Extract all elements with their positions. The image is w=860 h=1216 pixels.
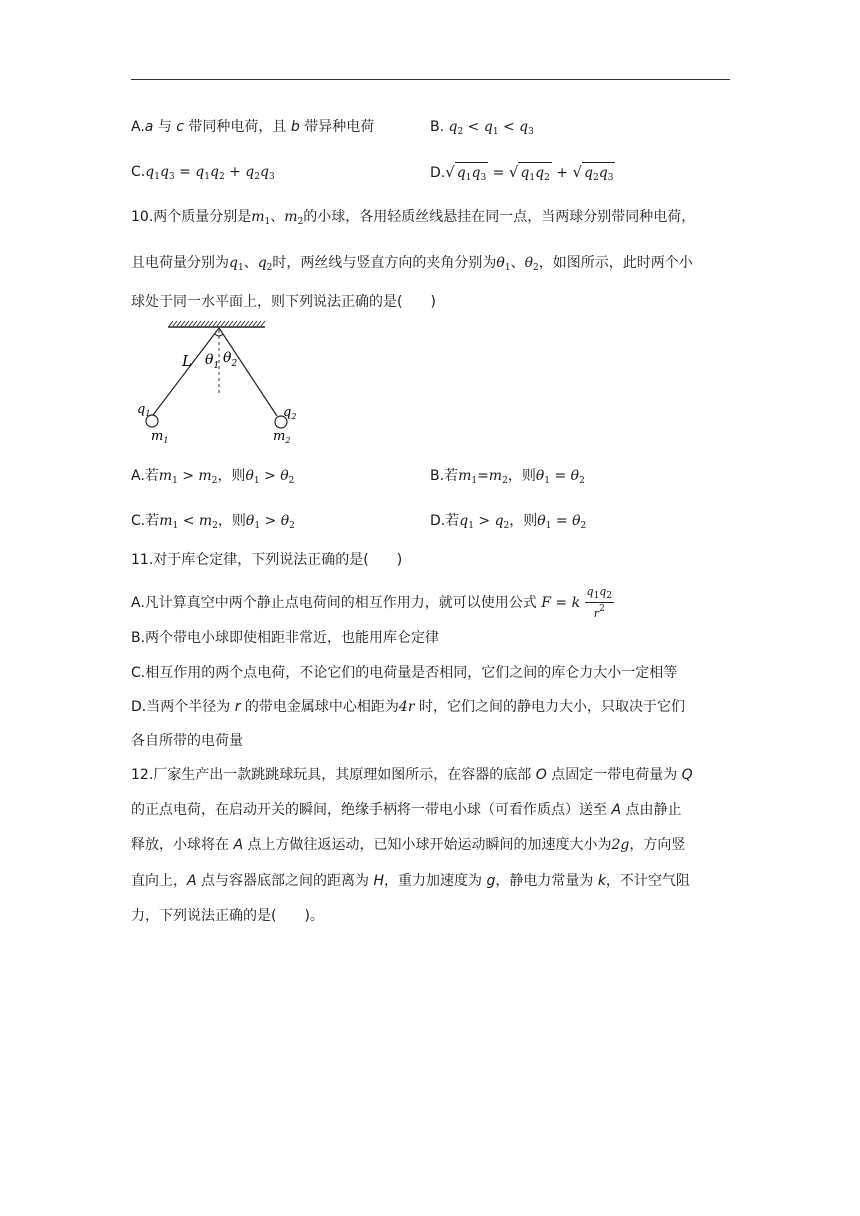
text: 球处于同一水平面上，则下列说法正确的是( ) <box>131 294 436 310</box>
q10-option-a[interactable] <box>131 466 294 491</box>
var-m1: $m_1$ <box>251 209 271 227</box>
q10-stem-line2 <box>131 253 693 278</box>
text: ，不计空气阻 <box>605 873 690 889</box>
formula: $q_1 > q_2$ <box>459 513 510 531</box>
text: 且电荷量分别为 <box>131 255 229 271</box>
text: D.当两个半径为 <box>131 699 235 715</box>
formula: $\theta_1 = \theta_2$ <box>535 468 585 486</box>
var-c: c <box>176 119 184 135</box>
text: 点与容器底部之间的距离为 <box>196 873 374 889</box>
text: ，静电力常量为 <box>495 873 598 889</box>
var-A: A <box>187 873 197 889</box>
q10-stem-line1 <box>131 207 695 232</box>
formula: $m_1=m_2$ <box>458 468 508 486</box>
text: ，如图所示，此时两个小 <box>538 255 693 271</box>
label-m1: $m_1$ <box>151 429 169 445</box>
text: ，则 <box>509 513 538 529</box>
angle-arc <box>215 334 223 336</box>
q12-line2 <box>131 800 681 820</box>
text: 带同种电荷，且 <box>183 119 291 135</box>
var-q2: $q_2$ <box>257 255 273 273</box>
var-m2: $m_2$ <box>284 209 304 227</box>
ceiling-hatch <box>169 321 265 326</box>
q9-option-b[interactable] <box>430 117 534 142</box>
formula: $\theta_1 = \theta_2$ <box>537 513 587 531</box>
text: A.凡计算真空中两个静止点电荷间的相互作用力，就可以使用公式 <box>131 595 537 611</box>
q10-stem-line3 <box>131 292 436 312</box>
option-label: A.若 <box>131 468 159 484</box>
var-2g: 2g <box>611 837 630 853</box>
text: 10.两个质量分别是 <box>131 209 252 225</box>
text: 12.厂家生产出一款跳跳球玩具，其原理如图所示，在容器的底部 <box>131 767 536 783</box>
var-b: b <box>290 119 300 135</box>
q10-option-d[interactable] <box>430 511 586 536</box>
formula: $\theta_1 > \theta_2$ <box>245 513 295 531</box>
formula: $\theta_1 > \theta_2$ <box>245 468 295 486</box>
thread-right <box>219 328 277 416</box>
text: 带异种电荷 <box>299 119 375 135</box>
text: ，则 <box>217 468 246 484</box>
label-q2: $q_2$ <box>283 405 297 421</box>
q11-option-c[interactable] <box>131 663 677 683</box>
q10-option-c[interactable] <box>131 511 295 536</box>
q11-option-a[interactable] <box>131 586 614 620</box>
formula: $q_2 < q_1 < q_3$ <box>448 119 534 137</box>
text: 点固定一带电荷量为 <box>546 767 682 783</box>
text: 点上方做往返运动，已知小球开始运动瞬间的加速度大小为 <box>243 837 612 853</box>
text: ，方向竖 <box>629 837 686 853</box>
text: ，则 <box>217 513 246 529</box>
option-label: A. <box>131 119 145 135</box>
text: 时，它们之间的静电力大小，只取决于它们 <box>414 699 685 715</box>
option-label: C.若 <box>131 513 160 529</box>
formula: √ $q_1q_3$ = √ $q_1q_2$ + √ $q_2q_3$ <box>445 165 615 181</box>
q12-line5 <box>131 906 324 926</box>
var-theta1: $\theta_1$ <box>496 255 511 273</box>
var-Q: Q <box>681 767 693 783</box>
text: 释放，小球将在 <box>131 837 234 853</box>
header-rule <box>131 79 730 80</box>
q11-title <box>131 550 402 570</box>
var-H: H <box>373 873 385 889</box>
var-g: g <box>486 873 496 889</box>
formula: $m_1 < m_2$ <box>159 513 218 531</box>
label-q1: $q_1$ <box>137 402 151 418</box>
text: 直向上， <box>131 873 187 889</box>
q9-option-a[interactable] <box>131 117 374 137</box>
option-label: B.若 <box>430 468 459 484</box>
q9-option-c[interactable] <box>131 162 275 187</box>
option-label: B. <box>430 119 445 135</box>
text: 力，下列说法正确的是( )。 <box>131 908 324 924</box>
var-r: r <box>234 699 241 715</box>
label-theta2: $\theta_2$ <box>223 350 238 369</box>
q12-line1 <box>131 765 693 785</box>
text: 的正点电荷，在启动开关的瞬间，绝缘手柄将一带电小球（可看作质点）送至 <box>131 802 612 818</box>
text: 11.对于库仑定律，下列说法正确的是( ) <box>131 552 403 568</box>
var-A: A <box>233 837 244 853</box>
var-k: k <box>597 873 606 889</box>
var-theta2: $\theta_2$ <box>524 255 539 273</box>
var-4r: 4r <box>398 699 415 715</box>
q12-line4 <box>131 871 690 891</box>
coulomb-formula: F = k <box>541 595 581 611</box>
var-A: A <box>611 802 622 818</box>
thread-left <box>153 328 219 415</box>
option-label: C. <box>131 164 146 180</box>
text: 点由静止 <box>621 802 682 818</box>
label-m2: $m_2$ <box>273 429 291 445</box>
text: 的带电金属球中心相距为 <box>240 699 399 715</box>
text: 、 <box>243 255 258 271</box>
var-O: O <box>535 767 547 783</box>
text: 时，两丝线与竖直方向的夹角分别为 <box>272 255 497 271</box>
text: 、 <box>510 255 525 271</box>
q10-option-b[interactable] <box>430 466 585 491</box>
text: ，重力加速度为 <box>384 873 487 889</box>
formula: $q_1q_3 = q_1q_2 + q_2q_3$ <box>145 164 275 182</box>
label-theta1: $\theta_1$ <box>205 352 220 371</box>
q11-option-b[interactable] <box>131 628 439 648</box>
formula: $m_1 > m_2$ <box>158 468 218 486</box>
text: 的小球，各用轻质丝线悬挂在同一点，当两球分别带同种电荷， <box>303 209 696 225</box>
label-L: L <box>182 352 192 370</box>
pendulum-figure <box>135 318 305 450</box>
text: B.两个带电小球即使相距非常近，也能用库仑定律 <box>131 630 440 646</box>
q9-option-d[interactable] <box>430 162 615 188</box>
var-q1: $q_1$ <box>229 255 244 273</box>
option-label: D. <box>430 165 446 181</box>
text: 各自所带的电荷量 <box>131 733 243 749</box>
text: 与 <box>153 119 177 135</box>
q12-line3 <box>131 835 685 855</box>
var-a: a <box>144 119 154 135</box>
q11-option-d[interactable] <box>131 697 685 717</box>
text: ，则 <box>507 468 536 484</box>
text: 、 <box>270 209 285 225</box>
text: C.相互作用的两个点电荷，不论它们的电荷量是否相同，它们之间的库仑力大小一定相等 <box>131 665 678 681</box>
q11-option-d-line2 <box>131 731 243 751</box>
option-label: D.若 <box>430 513 460 529</box>
coulomb-fraction: $\frac{q_1q_2}{r^2}$ <box>586 585 613 620</box>
